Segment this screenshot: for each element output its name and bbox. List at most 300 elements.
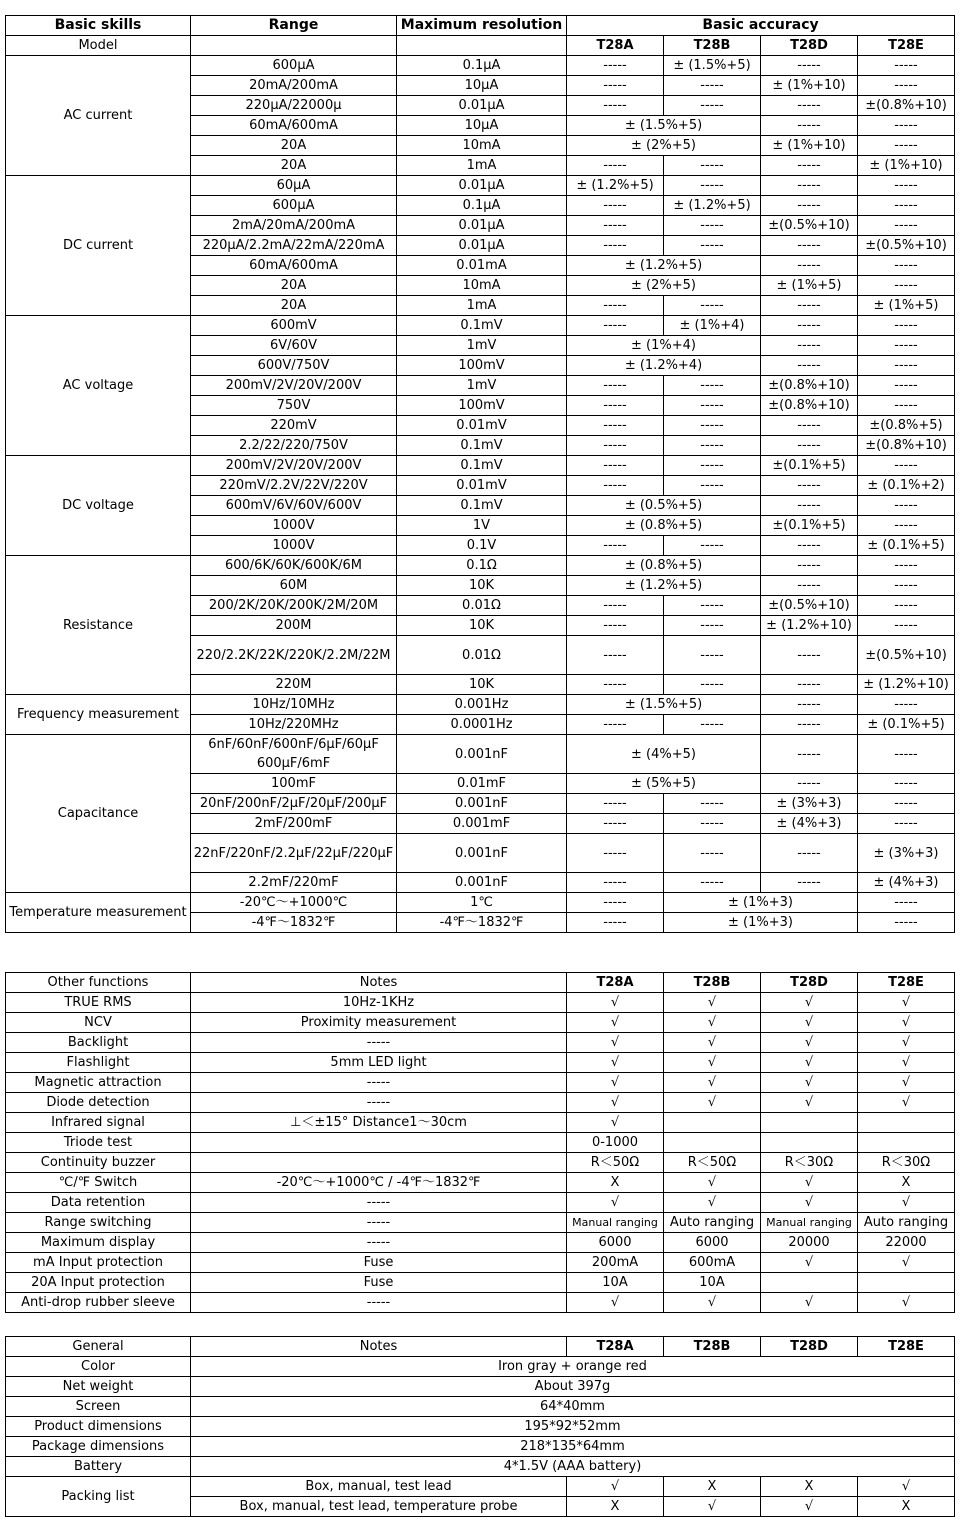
- skill-label: DC current: [6, 176, 191, 316]
- range-cell: 1000V: [191, 516, 397, 536]
- general-name: Screen: [6, 1397, 191, 1417]
- resolution-cell: 0.01μA: [397, 176, 567, 196]
- model-t28d: T28D: [761, 1337, 858, 1357]
- accuracy-cell: -----: [567, 76, 664, 96]
- function-notes: [191, 1133, 567, 1153]
- accuracy-cell: -----: [567, 56, 664, 76]
- general-value: About 397g: [191, 1377, 955, 1397]
- accuracy-cell: -----: [761, 196, 858, 216]
- accuracy-cell: -----: [664, 436, 761, 456]
- function-name: Continuity buzzer: [6, 1153, 191, 1173]
- accuracy-cell: ± (1%+10): [858, 156, 955, 176]
- accuracy-cell: ± (1%+4): [664, 316, 761, 336]
- accuracy-cell: ± (3%+3): [858, 834, 955, 873]
- range-cell: 20A: [191, 276, 397, 296]
- skill-label: AC voltage: [6, 316, 191, 456]
- function-value: 10A: [567, 1273, 664, 1293]
- function-name: Triode test: [6, 1133, 191, 1153]
- function-value: √: [664, 1093, 761, 1113]
- function-notes: -----: [191, 1193, 567, 1213]
- spec-row: [6, 735, 955, 774]
- function-notes: 10Hz-1KHz: [191, 993, 567, 1013]
- function-value: R＜30Ω: [858, 1153, 955, 1173]
- accuracy-cell: -----: [761, 336, 858, 356]
- function-value: √: [858, 1293, 955, 1313]
- accuracy-cell: -----: [761, 416, 858, 436]
- general-value: 4*1.5V (AAA battery): [191, 1457, 955, 1477]
- general-row: [6, 1357, 955, 1377]
- range-cell: -20℃～+1000℃: [191, 893, 397, 913]
- range-cell: 600/6K/60K/600K/6M: [191, 556, 397, 576]
- accuracy-cell: -----: [567, 596, 664, 616]
- resolution-cell: 0.1Ω: [397, 556, 567, 576]
- function-value: √: [664, 993, 761, 1013]
- function-name: Diode detection: [6, 1093, 191, 1113]
- range-cell: 20A: [191, 136, 397, 156]
- function-value: [761, 1133, 858, 1153]
- header-notes: Notes: [191, 973, 567, 993]
- model-t28b: T28B: [664, 36, 761, 56]
- header-general: General: [6, 1337, 191, 1357]
- accuracy-cell: -----: [567, 794, 664, 814]
- resolution-cell: 0.01Ω: [397, 596, 567, 616]
- function-value: R＜50Ω: [664, 1153, 761, 1173]
- accuracy-cell: ±(0.1%+5): [761, 516, 858, 536]
- accuracy-cell: -----: [761, 695, 858, 715]
- function-value: 20000: [761, 1233, 858, 1253]
- function-value: √: [761, 1193, 858, 1213]
- accuracy-cell: -----: [858, 735, 955, 774]
- model-t28e: T28E: [858, 36, 955, 56]
- resolution-cell: 1mA: [397, 296, 567, 316]
- accuracy-cell: ± (1.2%+10): [761, 616, 858, 636]
- accuracy-cell: -----: [858, 576, 955, 596]
- accuracy-cell: ±(0.8%+5): [858, 416, 955, 436]
- resolution-cell: 10K: [397, 576, 567, 596]
- function-name: TRUE RMS: [6, 993, 191, 1013]
- skill-label: AC current: [6, 56, 191, 176]
- function-value: √: [664, 1193, 761, 1213]
- function-notes: -----: [191, 1093, 567, 1113]
- accuracy-cell: -----: [858, 136, 955, 156]
- resolution-cell: 0.01mA: [397, 256, 567, 276]
- accuracy-cell: -----: [761, 356, 858, 376]
- range-cell: 200M: [191, 616, 397, 636]
- function-value: Auto ranging: [664, 1213, 761, 1233]
- accuracy-cell: -----: [567, 396, 664, 416]
- packing-notes: Box, manual, test lead, temperature probe: [191, 1497, 567, 1517]
- function-notes: -----: [191, 1233, 567, 1253]
- accuracy-cell: ± (2%+5): [567, 276, 761, 296]
- accuracy-cell: -----: [567, 236, 664, 256]
- range-cell: 220/2.2K/22K/220K/2.2M/22M: [191, 636, 397, 675]
- function-value: 22000: [858, 1233, 955, 1253]
- function-name: Infrared signal: [6, 1113, 191, 1133]
- function-row: [6, 993, 955, 1013]
- accuracy-cell: -----: [567, 416, 664, 436]
- function-value: 6000: [664, 1233, 761, 1253]
- accuracy-cell: -----: [858, 496, 955, 516]
- range-cell: 220μA/2.2mA/22mA/220mA: [191, 236, 397, 256]
- function-row: [6, 1173, 955, 1193]
- accuracy-cell: -----: [664, 416, 761, 436]
- accuracy-cell: ± (0.1%+2): [858, 476, 955, 496]
- range-cell: 750V: [191, 396, 397, 416]
- function-value: √: [664, 1053, 761, 1073]
- function-value: √: [858, 1073, 955, 1093]
- accuracy-cell: -----: [761, 774, 858, 794]
- function-row: [6, 1193, 955, 1213]
- accuracy-cell: -----: [664, 396, 761, 416]
- accuracy-cell: ± (1.5%+5): [567, 695, 761, 715]
- header-empty: [191, 36, 397, 56]
- general-value: Iron gray + orange red: [191, 1357, 955, 1377]
- function-name: Flashlight: [6, 1053, 191, 1073]
- accuracy-cell: -----: [664, 636, 761, 675]
- accuracy-cell: -----: [761, 636, 858, 675]
- accuracy-cell: -----: [761, 496, 858, 516]
- range-cell: 600mV/6V/60V/600V: [191, 496, 397, 516]
- range-cell: 10Hz/220MHz: [191, 715, 397, 735]
- header-other-functions: Other functions: [6, 973, 191, 993]
- accuracy-cell: -----: [567, 636, 664, 675]
- accuracy-cell: -----: [858, 456, 955, 476]
- accuracy-cell: -----: [567, 216, 664, 236]
- model-t28d: T28D: [761, 973, 858, 993]
- range-cell: 20A: [191, 296, 397, 316]
- spec-row: [6, 456, 955, 476]
- accuracy-cell: -----: [664, 794, 761, 814]
- function-value: [761, 1113, 858, 1133]
- function-name: Maximum display: [6, 1233, 191, 1253]
- function-name: Magnetic attraction: [6, 1073, 191, 1093]
- function-notes: ⊥＜±15° Distance1～30cm: [191, 1113, 567, 1133]
- skill-label: Capacitance: [6, 735, 191, 893]
- resolution-cell: 0.01mF: [397, 774, 567, 794]
- function-notes: -----: [191, 1293, 567, 1313]
- range-cell: 200mV/2V/20V/200V: [191, 456, 397, 476]
- accuracy-cell: -----: [664, 715, 761, 735]
- accuracy-cell: -----: [858, 516, 955, 536]
- resolution-cell: 10μA: [397, 76, 567, 96]
- general-table: [5, 1336, 955, 1517]
- header-max-resolution: Maximum resolution: [397, 16, 567, 36]
- accuracy-cell: -----: [567, 873, 664, 893]
- function-row: [6, 1113, 955, 1133]
- header-model: Model: [6, 36, 191, 56]
- accuracy-cell: -----: [858, 76, 955, 96]
- resolution-cell: 1℃: [397, 893, 567, 913]
- function-row: [6, 1273, 955, 1293]
- accuracy-cell: ± (1%+4): [567, 336, 761, 356]
- resolution-cell: 0.1μA: [397, 56, 567, 76]
- function-notes: -----: [191, 1033, 567, 1053]
- range-cell: 200/2K/20K/200K/2M/20M: [191, 596, 397, 616]
- accuracy-cell: -----: [761, 536, 858, 556]
- function-row: [6, 1293, 955, 1313]
- function-value: X: [567, 1173, 664, 1193]
- function-value: √: [761, 1253, 858, 1273]
- accuracy-cell: -----: [664, 814, 761, 834]
- resolution-cell: 10mA: [397, 136, 567, 156]
- accuracy-cell: ± (2%+5): [567, 136, 761, 156]
- accuracy-cell: ± (0.8%+5): [567, 516, 761, 536]
- accuracy-cell: -----: [567, 814, 664, 834]
- accuracy-cell: -----: [761, 316, 858, 336]
- resolution-cell: 1mA: [397, 156, 567, 176]
- resolution-cell: 0.01Ω: [397, 636, 567, 675]
- function-value: √: [567, 1193, 664, 1213]
- accuracy-cell: -----: [858, 116, 955, 136]
- function-value: √: [761, 1293, 858, 1313]
- accuracy-cell: ± (5%+5): [567, 774, 761, 794]
- function-value: √: [761, 1033, 858, 1053]
- accuracy-cell: ±(0.1%+5): [761, 456, 858, 476]
- function-value: √: [761, 1093, 858, 1113]
- function-value: √: [858, 1093, 955, 1113]
- function-value: √: [567, 1093, 664, 1113]
- function-row: [6, 1213, 955, 1233]
- accuracy-cell: -----: [664, 596, 761, 616]
- range-cell: 60M: [191, 576, 397, 596]
- function-value: [858, 1113, 955, 1133]
- function-notes: Fuse: [191, 1273, 567, 1293]
- function-value: 10A: [664, 1273, 761, 1293]
- resolution-cell: 1mV: [397, 376, 567, 396]
- spec-row: [6, 556, 955, 576]
- accuracy-cell: -----: [858, 256, 955, 276]
- range-cell: 600μA: [191, 196, 397, 216]
- function-row: [6, 1233, 955, 1253]
- accuracy-cell: -----: [761, 96, 858, 116]
- accuracy-cell: -----: [664, 536, 761, 556]
- accuracy-cell: -----: [664, 834, 761, 873]
- accuracy-cell: ± (1%+3): [664, 913, 858, 933]
- function-value: R＜30Ω: [761, 1153, 858, 1173]
- packing-value: X: [664, 1477, 761, 1497]
- function-value: 600mA: [664, 1253, 761, 1273]
- function-row: [6, 1133, 955, 1153]
- function-value: √: [567, 1033, 664, 1053]
- range-cell: 220mV/2.2V/22V/220V: [191, 476, 397, 496]
- accuracy-cell: -----: [567, 476, 664, 496]
- accuracy-cell: -----: [858, 913, 955, 933]
- accuracy-cell: -----: [664, 675, 761, 695]
- model-t28e: T28E: [858, 1337, 955, 1357]
- packing-value: X: [858, 1497, 955, 1517]
- accuracy-cell: ±(0.5%+10): [858, 636, 955, 675]
- packing-value: X: [567, 1497, 664, 1517]
- accuracy-cell: -----: [858, 216, 955, 236]
- function-value: √: [858, 993, 955, 1013]
- range-cell: 20nF/200nF/2μF/20μF/200μF: [191, 794, 397, 814]
- function-notes: Proximity measurement: [191, 1013, 567, 1033]
- model-t28d: T28D: [761, 36, 858, 56]
- general-body: [6, 1357, 955, 1517]
- resolution-cell: 0.001nF: [397, 834, 567, 873]
- accuracy-cell: -----: [761, 675, 858, 695]
- accuracy-cell: -----: [567, 715, 664, 735]
- accuracy-cell: -----: [567, 316, 664, 336]
- function-name: NCV: [6, 1013, 191, 1033]
- accuracy-cell: -----: [858, 356, 955, 376]
- resolution-cell: -4℉～1832℉: [397, 913, 567, 933]
- accuracy-cell: ± (1.5%+5): [567, 116, 761, 136]
- accuracy-cell: -----: [761, 735, 858, 774]
- accuracy-cell: -----: [664, 873, 761, 893]
- function-value: √: [761, 993, 858, 1013]
- function-value: Manual ranging: [761, 1213, 858, 1233]
- accuracy-cell: -----: [664, 76, 761, 96]
- function-row: [6, 1073, 955, 1093]
- spec-table: [5, 15, 955, 933]
- resolution-cell: 100mV: [397, 356, 567, 376]
- resolution-cell: 0.1μA: [397, 196, 567, 216]
- range-cell: 22nF/220nF/2.2μF/22μF/220μF: [191, 834, 397, 873]
- general-row: [6, 1457, 955, 1477]
- general-value: 195*92*52mm: [191, 1417, 955, 1437]
- accuracy-cell: ± (4%+3): [761, 814, 858, 834]
- accuracy-cell: ±(0.5%+10): [858, 236, 955, 256]
- accuracy-cell: -----: [567, 834, 664, 873]
- function-value: Auto ranging: [858, 1213, 955, 1233]
- header-empty: [397, 36, 567, 56]
- function-value: √: [664, 1033, 761, 1053]
- accuracy-cell: ±(0.8%+10): [761, 376, 858, 396]
- general-row: [6, 1377, 955, 1397]
- accuracy-cell: -----: [858, 276, 955, 296]
- resolution-cell: 1V: [397, 516, 567, 536]
- resolution-cell: 0.1mV: [397, 436, 567, 456]
- accuracy-cell: -----: [761, 476, 858, 496]
- resolution-cell: 0.01mV: [397, 416, 567, 436]
- function-notes: [191, 1153, 567, 1173]
- header-basic-skills: Basic skills: [6, 16, 191, 36]
- accuracy-cell: -----: [761, 116, 858, 136]
- function-value: √: [567, 1293, 664, 1313]
- range-cell: 220μA/22000μ: [191, 96, 397, 116]
- function-value: √: [858, 1053, 955, 1073]
- function-row: [6, 1253, 955, 1273]
- function-value: 200mA: [567, 1253, 664, 1273]
- accuracy-cell: -----: [858, 196, 955, 216]
- accuracy-cell: -----: [858, 376, 955, 396]
- spec-row: [6, 695, 955, 715]
- accuracy-cell: -----: [567, 616, 664, 636]
- general-name: Product dimensions: [6, 1417, 191, 1437]
- function-name: Range switching: [6, 1213, 191, 1233]
- function-notes: -20℃～+1000℃ / -4℉～1832℉: [191, 1173, 567, 1193]
- accuracy-cell: ± (1.2%+5): [664, 196, 761, 216]
- resolution-cell: 10K: [397, 616, 567, 636]
- function-value: R＜50Ω: [567, 1153, 664, 1173]
- accuracy-cell: -----: [761, 715, 858, 735]
- function-value: [664, 1113, 761, 1133]
- accuracy-cell: ± (0.1%+5): [858, 715, 955, 735]
- accuracy-cell: -----: [858, 596, 955, 616]
- general-value: 218*135*64mm: [191, 1437, 955, 1457]
- accuracy-cell: -----: [761, 296, 858, 316]
- general-name: Net weight: [6, 1377, 191, 1397]
- function-row: [6, 1093, 955, 1113]
- accuracy-cell: -----: [858, 695, 955, 715]
- range-cell: 1000V: [191, 536, 397, 556]
- function-notes: -----: [191, 1073, 567, 1093]
- accuracy-cell: ± (1%+5): [761, 276, 858, 296]
- accuracy-cell: -----: [567, 913, 664, 933]
- range-cell: 200mV/2V/20V/200V: [191, 376, 397, 396]
- function-value: √: [761, 1053, 858, 1073]
- resolution-cell: 0.001Hz: [397, 695, 567, 715]
- resolution-cell: 0.0001Hz: [397, 715, 567, 735]
- function-value: Manual ranging: [567, 1213, 664, 1233]
- accuracy-cell: ± (4%+3): [858, 873, 955, 893]
- resolution-cell: 0.01μA: [397, 216, 567, 236]
- range-cell: 2mA/20mA/200mA: [191, 216, 397, 236]
- accuracy-cell: ±(0.5%+10): [761, 596, 858, 616]
- skill-label: Resistance: [6, 556, 191, 695]
- accuracy-cell: -----: [858, 893, 955, 913]
- function-row: [6, 1033, 955, 1053]
- accuracy-cell: ± (1.2%+4): [567, 356, 761, 376]
- resolution-cell: 10μA: [397, 116, 567, 136]
- function-row: [6, 1013, 955, 1033]
- function-name: 20A Input protection: [6, 1273, 191, 1293]
- skill-label: Temperature measurement: [6, 893, 191, 933]
- range-cell: 2.2mF/220mF: [191, 873, 397, 893]
- general-name: Package dimensions: [6, 1437, 191, 1457]
- accuracy-cell: -----: [664, 176, 761, 196]
- function-name: Anti-drop rubber sleeve: [6, 1293, 191, 1313]
- resolution-cell: 0.1mV: [397, 316, 567, 336]
- accuracy-cell: ± (1.5%+5): [664, 56, 761, 76]
- accuracy-cell: -----: [761, 873, 858, 893]
- function-value: √: [664, 1293, 761, 1313]
- accuracy-cell: ± (1.2%+5): [567, 576, 761, 596]
- general-name: Battery: [6, 1457, 191, 1477]
- function-value: 6000: [567, 1233, 664, 1253]
- function-notes: Fuse: [191, 1253, 567, 1273]
- range-cell: 2mF/200mF: [191, 814, 397, 834]
- accuracy-cell: ± (1.2%+5): [567, 256, 761, 276]
- general-row: [6, 1397, 955, 1417]
- skill-label: Frequency measurement: [6, 695, 191, 735]
- function-name: Backlight: [6, 1033, 191, 1053]
- accuracy-cell: -----: [567, 96, 664, 116]
- spec-row: [6, 176, 955, 196]
- function-value: √: [858, 1193, 955, 1213]
- range-cell: 220mV: [191, 416, 397, 436]
- header-basic-accuracy: Basic accuracy: [567, 16, 955, 36]
- accuracy-cell: -----: [761, 436, 858, 456]
- skill-label: DC voltage: [6, 456, 191, 556]
- accuracy-cell: -----: [664, 476, 761, 496]
- accuracy-cell: -----: [761, 576, 858, 596]
- function-value: √: [567, 1013, 664, 1033]
- accuracy-cell: -----: [567, 156, 664, 176]
- range-cell: 600V/750V: [191, 356, 397, 376]
- function-value: √: [858, 1253, 955, 1273]
- accuracy-cell: -----: [761, 156, 858, 176]
- accuracy-cell: -----: [761, 834, 858, 873]
- resolution-cell: 0.001nF: [397, 735, 567, 774]
- spec-row: [6, 56, 955, 76]
- accuracy-cell: -----: [567, 893, 664, 913]
- range-cell: 2.2/22/220/750V: [191, 436, 397, 456]
- range-cell: 20A: [191, 156, 397, 176]
- resolution-cell: 10mA: [397, 276, 567, 296]
- range-cell: 220M: [191, 675, 397, 695]
